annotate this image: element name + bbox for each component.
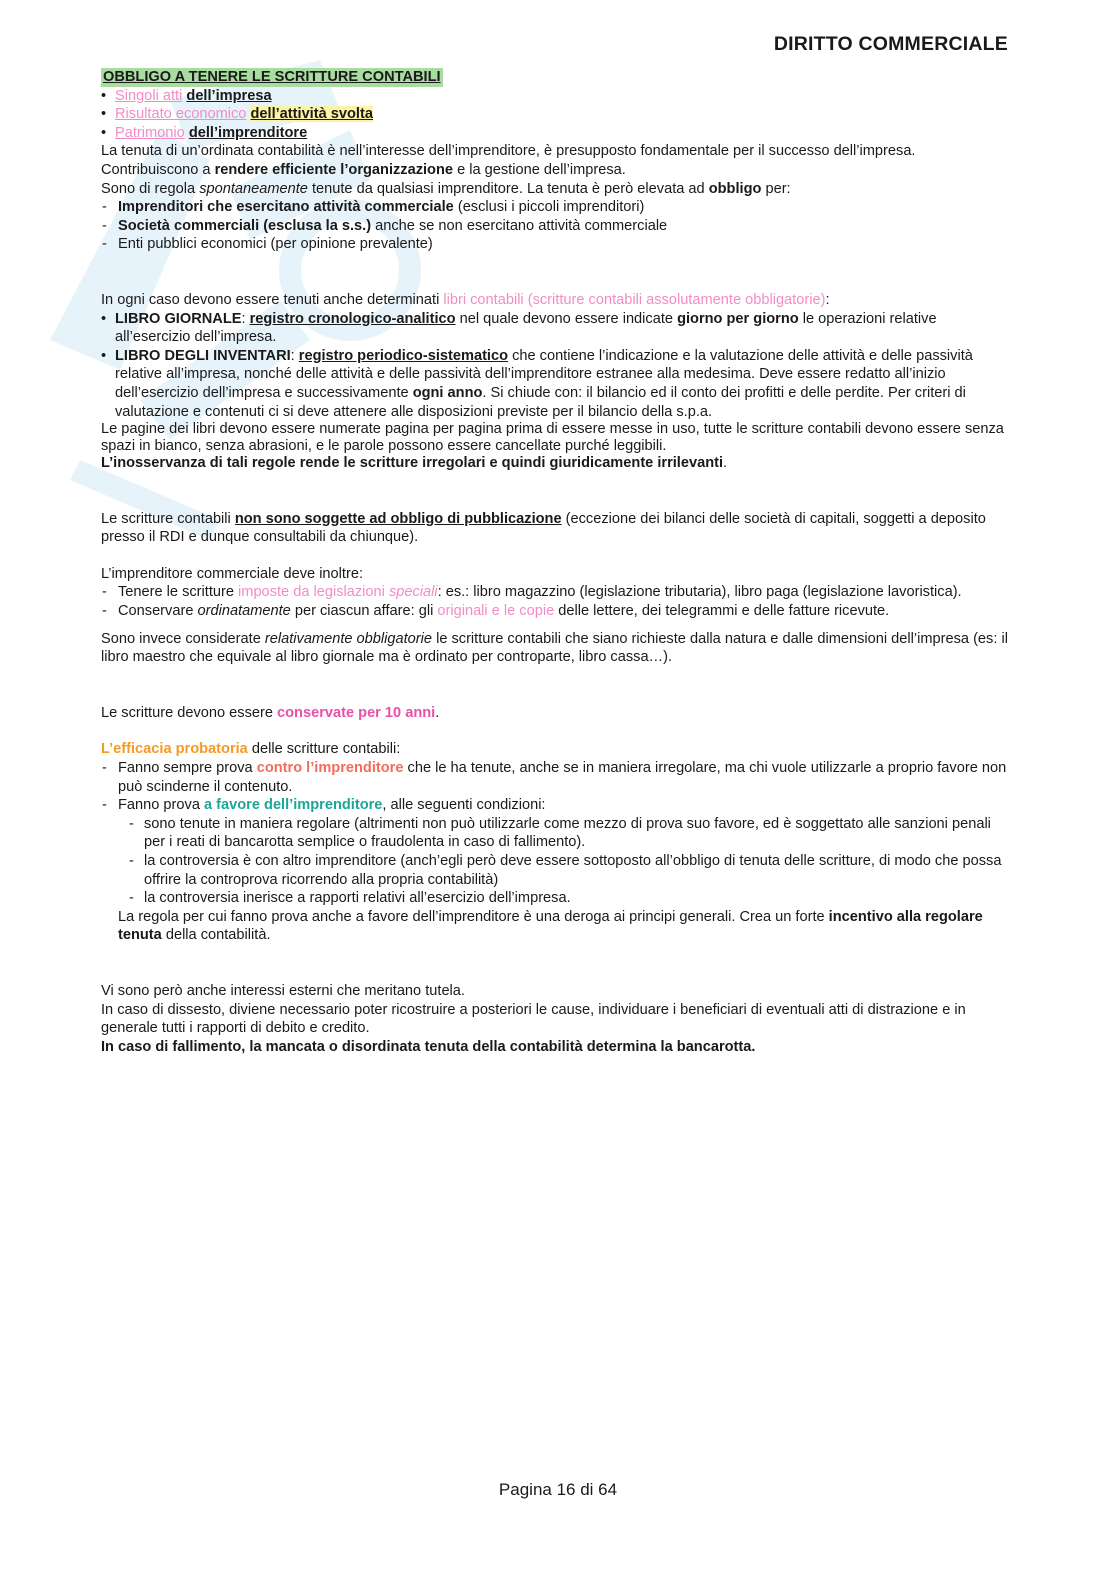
list-item-libro-inventari: • LIBRO DEGLI INVENTARI: registro periodico-sistematico che contiene l’indicazione e la valutazione delle attività e delle passività relative all’impresa, nonché delle attività e delle passività dell’imprenditore estranee alla medesima. Deve essere redatto all’inizio dell’esercizio dell’impresa e successivamente ogni anno. Si chiude con: il bilancio ed il conto dei profitti e delle perdite. Per criteri di valutazione e contenuti ci si deve attenere alle disposizioni previste per il bilancio della s.p.a. — [101, 347, 1016, 421]
list-item: - la controversia è con altro imprenditore (anch’egli però deve essere sottoposto all’obbligo di tenuta delle scritture, di modo che possa offrire la controprova ricorrendo alla propria contabilità) — [101, 852, 1016, 889]
section-heading: OBBLIGO A TENERE LE SCRITTURE CONTABILI — [103, 69, 441, 85]
list-item: • Risultato economico dell’attività svolta — [101, 105, 1016, 124]
list-item: - Società commerciali (esclusa la s.s.) anche se non esercitano attività commerciale — [101, 217, 1016, 236]
paragraph-relative: Sono invece considerate relativamente obbligatorie le scritture contabili che siano richieste dalla natura e dalle dimensioni dell’impresa (es: il libro maestro che equivale al libro giornale ma è ordinato per controparte, libro cassa…). — [101, 630, 1008, 666]
paragraph-inosservanza: L’inosservanza di tali regole rende le scritture irregolari e quindi giuridicamente irrilevanti. — [101, 455, 728, 472]
list-item: - Tenere le scritture imposte da legislazioni speciali: es.: libro magazzino (legislazione tributaria), libro paga (legislazione lavoristica). — [101, 583, 1016, 602]
paragraph-conservazione: Le scritture devono essere conservate per 10 anni. — [101, 704, 440, 721]
list-item: - Imprenditori che esercitano attività commerciale (esclusi i piccoli imprenditori) — [101, 198, 1016, 217]
document-body — [101, 68, 1016, 1056]
paragraph-libri-intro: In ogni caso devono essere tenuti anche determinati libri contabili (scritture contabili assolutamente obbligatorie): — [101, 291, 830, 308]
page-header-title: DIRITTO COMMERCIALE — [773, 33, 1008, 55]
paragraph-fallimento: In caso di fallimento, la mancata o disordinata tenuta della contabilità determina la bancarotta. — [101, 1038, 756, 1055]
paragraph-pubblicazione: Le scritture contabili non sono soggette ad obbligo di pubblicazione (eccezione dei bilanci delle società di capitali, soggetti a deposito presso il RDI e dunque consultabili da chiunque). — [101, 510, 986, 546]
paragraph-efficacia-title: L’efficacia probatoria delle scritture contabili: — [101, 741, 401, 758]
list-item: • Patrimonio dell’imprenditore — [101, 124, 1016, 143]
list-item: - Fanno sempre prova contro l’imprenditore che le ha tenute, anche se in maniera irregolare, ma chi vuole utilizzarle a proprio favore non può scinderne il contenuto. — [101, 759, 1016, 796]
list-item: - Fanno prova a favore dell’imprenditore, alle seguenti condizioni: — [101, 796, 1016, 815]
page-number: Pagina 16 di 64 — [498, 1480, 618, 1499]
paragraph-tenuta: La tenuta di un’ordinata contabilità è nell’interesse dell’imprenditore, è presupposto fondamentale per il successo dell’impresa. — [101, 143, 916, 160]
paragraph-pagine: Le pagine dei libri devono essere numerate pagina per pagina prima di essere messe in uso, tutte le scritture contabili devono essere senza spazi in bianco, senza abrasioni, e le parole possono essere cancellate purché leggibili. — [101, 421, 1004, 454]
list-item: - la controversia inerisce a rapporti relativi all’esercizio dell’impresa. — [101, 889, 1016, 908]
paragraph-regola: Sono di regola spontaneamente tenute da qualsiasi imprenditore. La tenuta è però elevata ad obbligo per: — [101, 180, 791, 197]
list-item: - Enti pubblici economici (per opinione prevalente) — [101, 235, 1016, 254]
list-item: - Conservare ordinatamente per ciascun affare: gli originali e le copie delle lettere, dei telegrammi e delle fatture ricevute. — [101, 602, 1016, 621]
paragraph-regola-note: La regola per cui fanno prova anche a favore dell’imprenditore è una deroga ai principi generali. Crea un forte incentivo alla regolare tenuta della contabilità. — [118, 908, 983, 944]
paragraph-interessi: Vi sono però anche interessi esterni che meritano tutela. — [101, 982, 465, 999]
list-item: - sono tenute in maniera regolare (altrimenti non può utilizzarle come mezzo di prova suo favore, ed è soggettato alle sanzioni penali per i reati di bancarotta semplice o fraudolenta in caso di fallimento). — [101, 815, 1016, 852]
paragraph-contribuiscono: Contribuiscono a rendere efficiente l’organizzazione e la gestione dell’impresa. — [101, 161, 626, 178]
list-item-libro-giornale: • LIBRO GIORNALE: registro cronologico-analitico nel quale devono essere indicate giorno per giorno le operazioni relative all’esercizio dell’impresa. — [101, 310, 1016, 347]
section-heading-row — [101, 68, 1016, 87]
paragraph-dissesto: In caso di dissesto, diviene necessario poter ricostruire a posteriori le cause, individuare i beneficiari di eventuali atti di distrazione e in generale tutti i rapporti di debito e credito. — [101, 1001, 966, 1037]
list-item: • Singoli atti dell’impresa — [101, 87, 1016, 106]
paragraph-commerciale-intro: L’imprenditore commerciale deve inoltre: — [101, 565, 363, 582]
